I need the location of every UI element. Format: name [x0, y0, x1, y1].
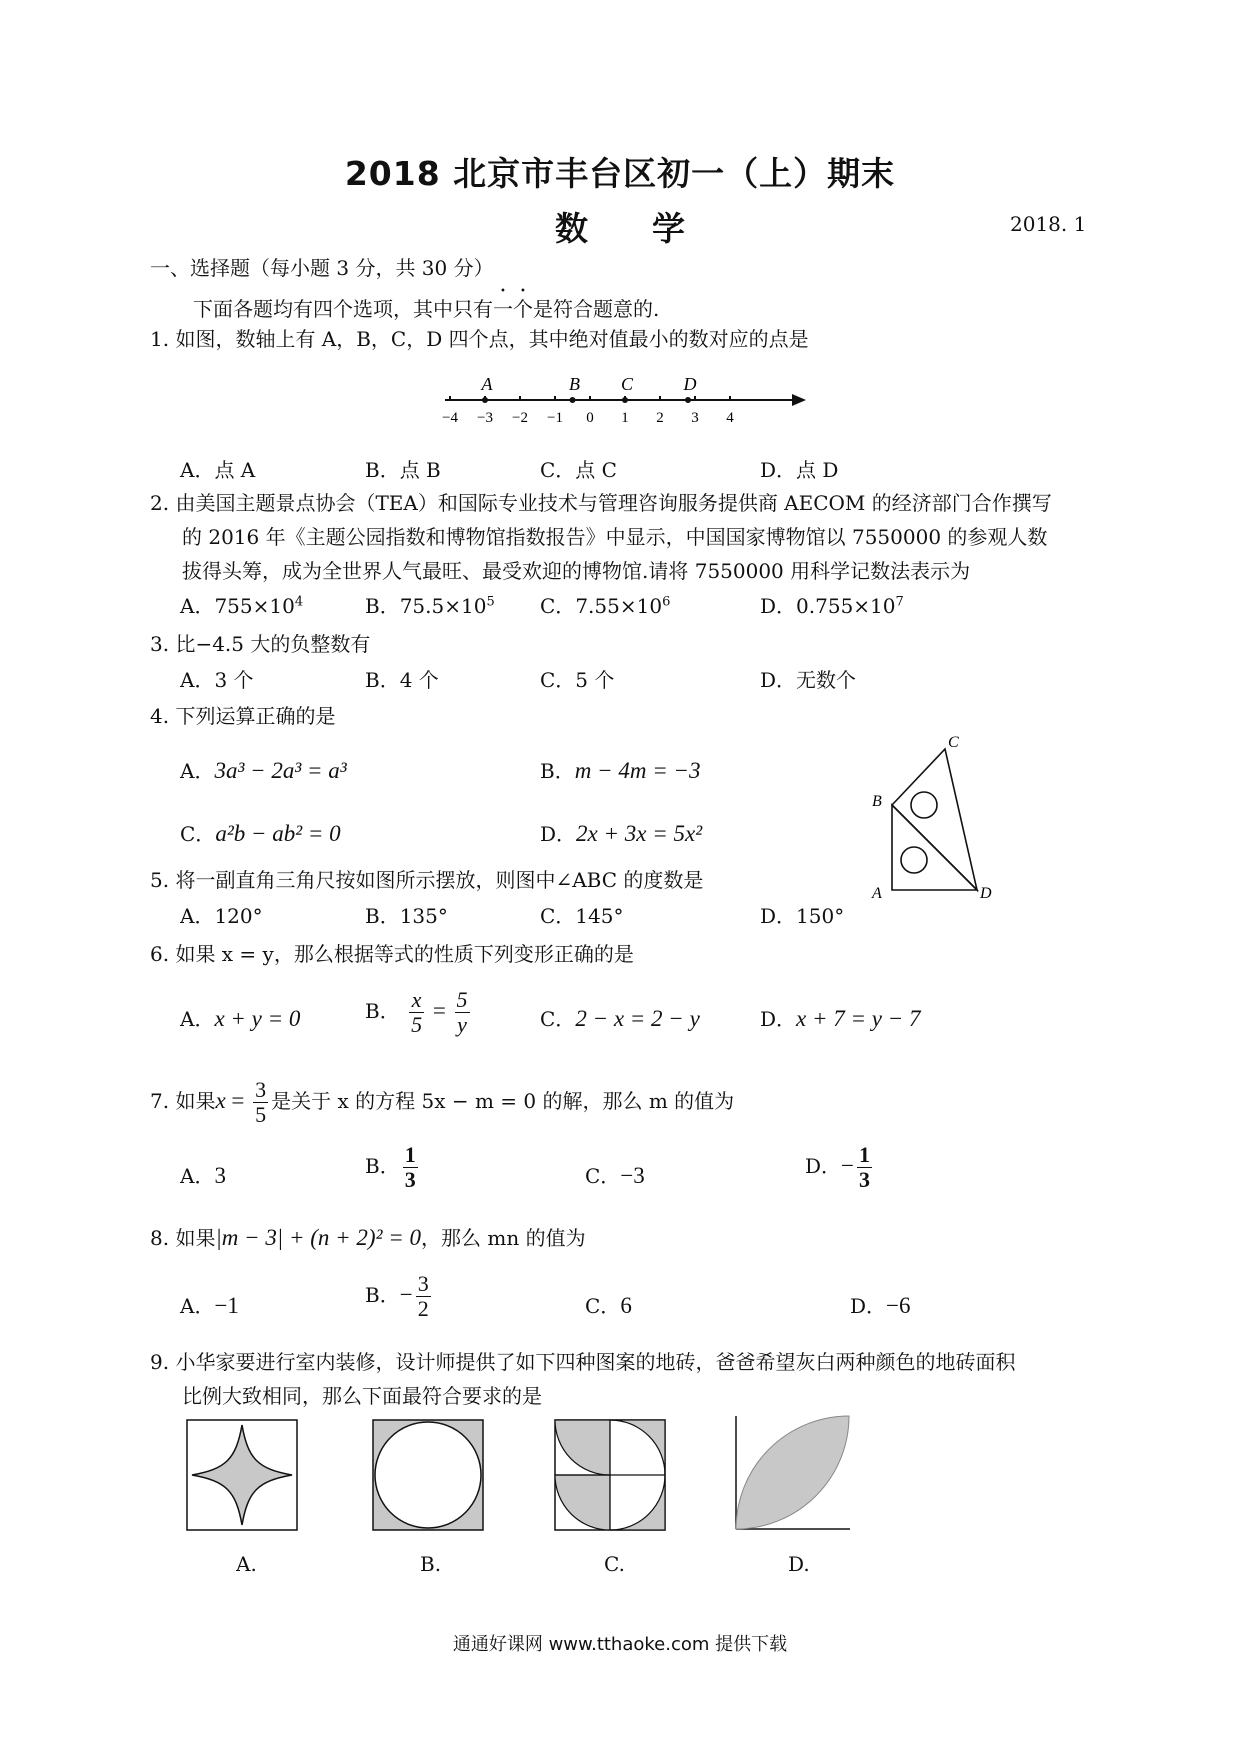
q5-option-a: A．120° — [180, 904, 263, 928]
q8-option-b: B．− $\frac{3}{2}$ — [365, 1271, 429, 1322]
label-a: A — [872, 885, 882, 902]
number-line-point — [482, 397, 488, 403]
tile-label-d: D. — [788, 1552, 810, 1576]
q4-option-c: C．a²b − ab² = 0 — [180, 821, 341, 846]
intro-text-after: 是符合题意的. — [533, 297, 660, 321]
q7-option-d: D．− $\frac{1}{3}$ — [805, 1142, 871, 1193]
q4-expr-c: a²b − ab² = 0 — [215, 821, 341, 846]
number-line-tick-label: 3 — [691, 410, 699, 426]
number-line-point-label: D — [683, 374, 697, 394]
number-line-tick-label: −4 — [442, 410, 458, 426]
tile-label-b: B. — [420, 1552, 442, 1576]
q2-option-d: D．$0.755\times 10^7$ — [760, 594, 904, 618]
number-line-tick-label: −1 — [547, 410, 563, 426]
number-line-point-label: B — [569, 374, 580, 394]
q7-stem: 7. 如果x = $\frac{3}{5}$ 是关于 x 的方程 5x − m = 0 的解，那么 m 的值为 — [150, 1077, 735, 1128]
subject-char-1: 数 — [555, 209, 588, 248]
number-line-point — [685, 397, 691, 403]
q4-option-b: B．m − 4m = −3 — [540, 758, 701, 783]
number-line-tick-label: −3 — [477, 410, 493, 426]
q4-expr-a: 3a³ − 2a³ = a³ — [214, 758, 347, 783]
label-b: B — [872, 793, 882, 810]
q6-option-d: D．x + 7 = y − 7 — [760, 1006, 921, 1031]
q3-option-a: A．3 个 — [180, 668, 254, 692]
q9-line-1: 9. 小华家要进行室内装修，设计师提供了如下四种图案的地砖，爸爸希望灰白两种颜色的地砖面积 — [150, 1350, 1016, 1374]
tile-label-c: C. — [604, 1552, 625, 1576]
q8-option-c: C．6 — [585, 1293, 632, 1318]
label-d: D — [980, 885, 992, 902]
q2-option-b: B．$75.5\times 10^5$ — [365, 594, 495, 618]
tile-b-circle — [372, 1419, 484, 1531]
number-line-point — [570, 397, 576, 403]
q1-stem: 1. 如图，数轴上有 A，B，C，D 四个点，其中绝对值最小的数对应的点是 — [150, 327, 809, 351]
q3-option-d: D．无数个 — [760, 668, 857, 692]
q2-option-a: A．$755\times 10^4$ — [180, 594, 304, 618]
q1-number-line — [440, 372, 810, 432]
q3-option-b: B．4 个 — [365, 668, 439, 692]
q6-option-b: B． $\frac{x}{5}$ = $\frac{5}{y}$ — [365, 987, 468, 1038]
q6-option-a: A．x + y = 0 — [180, 1006, 301, 1031]
q2-option-c: C．$7.55\times 10^6$ — [540, 594, 671, 618]
number-line-tick-label: −2 — [512, 410, 528, 426]
label-c: C — [948, 735, 959, 751]
q3-stem: 3. 比−4.5 大的负整数有 — [150, 632, 371, 656]
q6-option-c: C．2 − x = 2 − y — [540, 1006, 700, 1031]
q2-line-1: 2. 由美国主题景点协会（TEA）和国际专业技术与管理咨询服务提供商 AECOM 的经济部门合作撰写 — [150, 491, 1052, 515]
footer-credit: 通通好课网 www.tthaoke.com 提供下载 — [452, 1634, 788, 1655]
exam-date: 2018. 1 — [1010, 212, 1087, 236]
q3-option-c: C．5 个 — [540, 668, 615, 692]
q5-option-d: D．150° — [760, 904, 845, 928]
section-heading: 一、选择题（每小题 3 分，共 30 分） — [150, 256, 494, 280]
intro-text-before: 下面各题均有四个选项，其中只有 — [193, 297, 493, 321]
number-line-point-label: A — [481, 374, 493, 394]
q7-option-b: B． $\frac{1}{3}$ — [365, 1142, 416, 1193]
q5-stem: 5. 将一副直角三角尺按如图所示摆放，则图中∠ABC 的度数是 — [150, 868, 704, 892]
q1-option-a: A．点 A — [180, 458, 256, 482]
q5-triangle-figure — [862, 735, 1012, 905]
q9-line-2: 比例大致相同，那么下面最符合要求的是 — [182, 1384, 542, 1408]
number-line-tick-label: 0 — [586, 410, 594, 426]
subject-char-2: 学 — [652, 209, 685, 248]
q4-option-d: D．2x + 3x = 5x² — [540, 821, 703, 846]
q8-stem: 8. 如果|m − 3| + (n + 2)² = 0，那么 mn 的值为 — [150, 1225, 586, 1250]
q6-stem: 6. 如果 x = y，那么根据等式的性质下列变形正确的是 — [150, 942, 634, 966]
q2-line-2: 的 2016 年《主题公园指数和博物馆指数报告》中显示，中国国家博物馆以 7550000 的参观人数 — [182, 525, 1048, 549]
number-line-tick-label: 4 — [726, 410, 734, 426]
q1-option-b: B．点 B — [365, 458, 441, 482]
q4-stem: 4. 下列运算正确的是 — [150, 704, 336, 728]
q7-option-c: C．−3 — [585, 1163, 645, 1188]
tile-d-leaf — [734, 1414, 852, 1531]
tile-label-a: A. — [236, 1552, 257, 1576]
q7-option-a: A．3 — [180, 1163, 226, 1188]
number-line-tick-label: 1 — [621, 410, 629, 426]
q8-option-a: A．−1 — [180, 1293, 239, 1318]
q8-option-d: D．−6 — [850, 1293, 911, 1318]
tile-c-pinwheel — [554, 1419, 666, 1531]
number-line-tick-label: 2 — [656, 410, 664, 426]
intro-emphasis: 一个 — [493, 297, 533, 321]
q2-line-3: 拔得头筹，成为全世界人气最旺、最受欢迎的博物馆.请将 7550000 用科学记数法表示为 — [182, 559, 971, 583]
q5-option-b: B．135° — [365, 904, 448, 928]
section-intro — [193, 286, 659, 322]
q4-expr-b: m − 4m = −3 — [574, 758, 701, 783]
q1-option-d: D．点 D — [760, 458, 839, 482]
q4-expr-d: 2x + 3x = 5x² — [576, 821, 703, 846]
q5-option-c: C．145° — [540, 904, 624, 928]
q1-option-c: C．点 C — [540, 458, 617, 482]
number-line-point — [622, 397, 628, 403]
q8-expr: |m − 3| + (n + 2)² = 0 — [215, 1225, 422, 1250]
q4-option-a: A．3a³ − 2a³ = a³ — [180, 758, 347, 783]
tile-a-star — [186, 1419, 298, 1531]
number-line-point-label: C — [620, 374, 634, 394]
page-title: 2018 北京市丰台区初一（上）期末 — [344, 154, 896, 193]
